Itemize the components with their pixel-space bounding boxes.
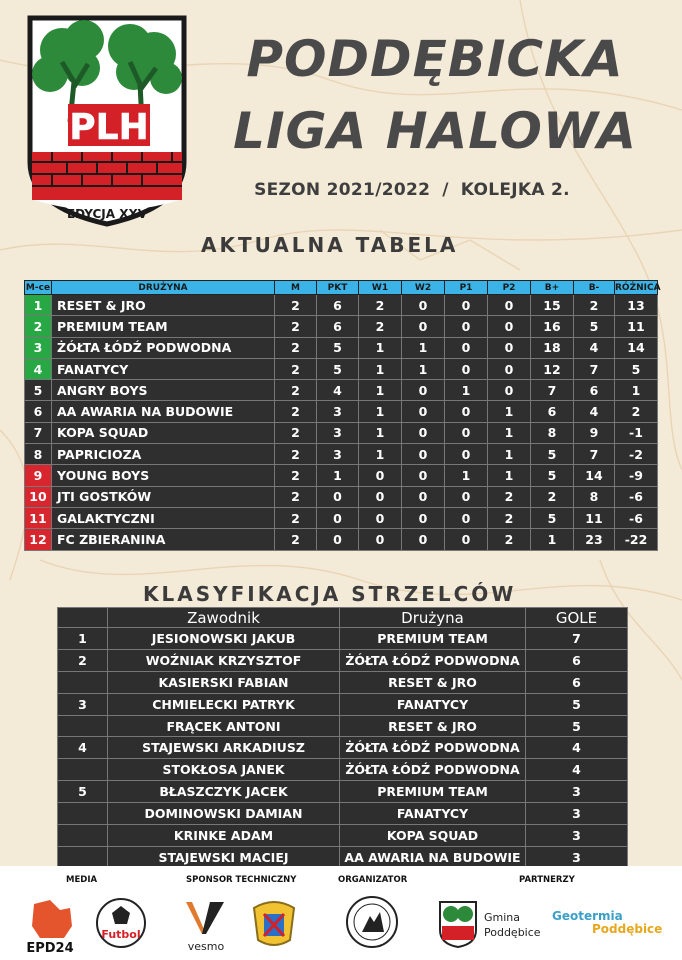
scorer-goals-cell: 3 (526, 846, 628, 868)
table-row (58, 803, 628, 825)
stat-cell-p1: 0 (445, 316, 488, 337)
stat-cell-w1: 1 (359, 422, 402, 443)
team-cell: YOUNG BOYS (52, 465, 275, 486)
col-header: B- (574, 281, 615, 295)
stat-cell-diff: 13 (615, 295, 658, 316)
stat-cell-w2: 1 (402, 358, 445, 379)
scorer-goals-cell: 3 (526, 781, 628, 803)
vesmo-logo[interactable] (180, 898, 232, 956)
stat-cell-p2: 1 (488, 444, 531, 465)
team-cell: ANGRY BOYS (52, 380, 275, 401)
sponsors-strip (0, 866, 682, 960)
stat-cell-w1: 0 (359, 529, 402, 550)
col-header: DRUŻYNA (52, 281, 275, 295)
table-row (58, 649, 628, 671)
stat-cell-diff: -1 (615, 422, 658, 443)
position-cell: 6 (25, 401, 52, 422)
team-cell: ŻÓŁTA ŁÓDŹ PODWODNA (52, 337, 275, 358)
stat-cell-bp: 16 (531, 316, 574, 337)
stat-cell-bm: 2 (574, 295, 615, 316)
table-row (25, 529, 658, 550)
stat-cell-w1: 1 (359, 358, 402, 379)
scorer-rank-cell: 3 (58, 693, 108, 715)
stat-cell-diff: -22 (615, 529, 658, 550)
stat-cell-bm: 4 (574, 401, 615, 422)
stat-cell-bp: 5 (531, 465, 574, 486)
table-row (58, 628, 628, 650)
stat-cell-w1: 1 (359, 444, 402, 465)
stat-cell-m: 2 (275, 422, 317, 443)
stat-cell-pkt: 0 (317, 486, 359, 507)
stat-cell-pkt: 3 (317, 444, 359, 465)
stat-cell-bp: 18 (531, 337, 574, 358)
stat-cell-p2: 0 (488, 316, 531, 337)
position-cell: 4 (25, 358, 52, 379)
col-header: Zawodnik (108, 608, 340, 628)
position-cell: 1 (25, 295, 52, 316)
stat-cell-diff: 2 (615, 401, 658, 422)
stat-cell-pkt: 0 (317, 529, 359, 550)
table-row (58, 737, 628, 759)
stat-cell-diff: 14 (615, 337, 658, 358)
stat-cell-pkt: 6 (317, 316, 359, 337)
scorer-player-cell: STOKŁOSA JANEK (108, 759, 340, 781)
futbol-logo[interactable] (94, 896, 148, 950)
gmina-line2: Poddębice (484, 926, 541, 939)
stat-cell-w1: 0 (359, 486, 402, 507)
stat-cell-diff: -9 (615, 465, 658, 486)
scorer-player-cell: CHMIELECKI PATRYK (108, 693, 340, 715)
stat-cell-p2: 2 (488, 529, 531, 550)
stat-cell-bm: 14 (574, 465, 615, 486)
stat-cell-p2: 2 (488, 486, 531, 507)
stat-cell-p1: 1 (445, 465, 488, 486)
page-title-line2: LIGA HALOWA (233, 102, 637, 160)
scorer-player-cell: KASIERSKI FABIAN (108, 671, 340, 693)
stat-cell-pkt: 0 (317, 507, 359, 528)
stat-cell-p2: 2 (488, 507, 531, 528)
scorer-player-cell: STAJEWSKI MACIEJ (108, 846, 340, 868)
stat-cell-pkt: 5 (317, 358, 359, 379)
stat-cell-p1: 0 (445, 444, 488, 465)
position-cell: 7 (25, 422, 52, 443)
scorer-rank-cell (58, 803, 108, 825)
stat-cell-p1: 0 (445, 422, 488, 443)
scorer-team-cell: ŻÓŁTA ŁÓDŹ PODWODNA (340, 759, 526, 781)
stat-cell-p1: 1 (445, 380, 488, 401)
stat-cell-m: 2 (275, 486, 317, 507)
gmina-line1: Gmina (484, 911, 521, 924)
table-row (25, 358, 658, 379)
stat-cell-pkt: 5 (317, 337, 359, 358)
crest-edition: EDYCJA XXV (66, 207, 148, 221)
stat-cell-p1: 0 (445, 507, 488, 528)
col-header: P1 (445, 281, 488, 295)
stat-cell-diff: 1 (615, 380, 658, 401)
scorer-goals-cell: 5 (526, 715, 628, 737)
position-cell: 2 (25, 316, 52, 337)
scorer-team-cell: ŻÓŁTA ŁÓDŹ PODWODNA (340, 737, 526, 759)
scorer-rank-cell: 4 (58, 737, 108, 759)
position-cell: 8 (25, 444, 52, 465)
table-row (58, 715, 628, 737)
stat-cell-p2: 1 (488, 465, 531, 486)
stat-cell-pkt: 6 (317, 295, 359, 316)
scorer-team-cell: PREMIUM TEAM (340, 781, 526, 803)
scorers-heading-text: KLASYFIKACJA STRZELCÓW (143, 582, 517, 606)
stat-cell-bm: 8 (574, 486, 615, 507)
season-info (212, 180, 612, 200)
stat-cell-w2: 0 (402, 529, 445, 550)
scorer-team-cell: RESET & JRO (340, 715, 526, 737)
scorer-team-cell: RESET & JRO (340, 671, 526, 693)
scorer-rank-cell (58, 759, 108, 781)
scorer-player-cell: WOŹNIAK KRZYSZTOF (108, 649, 340, 671)
stat-cell-diff: -6 (615, 486, 658, 507)
table-row (25, 444, 658, 465)
scorer-team-cell: KOPA SQUAD (340, 825, 526, 847)
stat-cell-p1: 0 (445, 486, 488, 507)
stat-cell-w1: 1 (359, 401, 402, 422)
table-row (25, 295, 658, 316)
gmina-text (484, 910, 541, 940)
organizer-label: ORGANIZATOR (338, 875, 408, 885)
standings-heading (201, 233, 458, 257)
scorer-goals-cell: 4 (526, 737, 628, 759)
stat-cell-diff: 5 (615, 358, 658, 379)
media-label: MEDIA (66, 875, 98, 885)
table-row (58, 846, 628, 868)
scorer-rank-cell (58, 671, 108, 693)
partners-label: PARTNERZY (519, 875, 575, 885)
stat-cell-w1: 2 (359, 295, 402, 316)
col-header: M (275, 281, 317, 295)
col-header: RÓŻNICA (615, 282, 661, 293)
stat-cell-p1: 0 (445, 529, 488, 550)
team-cell: FC ZBIERANINA (52, 529, 275, 550)
scorer-team-cell: ŻÓŁTA ŁÓDŹ PODWODNA (340, 649, 526, 671)
stat-cell-w1: 1 (359, 380, 402, 401)
team-cell: PREMIUM TEAM (52, 316, 275, 337)
stat-cell-bm: 23 (574, 529, 615, 550)
scorers-header-row (58, 608, 628, 628)
stat-cell-w1: 0 (359, 507, 402, 528)
league-crest-logo (22, 12, 192, 232)
table-row (25, 422, 658, 443)
stat-cell-m: 2 (275, 295, 317, 316)
stat-cell-pkt: 3 (317, 401, 359, 422)
col-header (58, 608, 108, 628)
position-cell: 11 (25, 507, 52, 528)
stat-cell-m: 2 (275, 465, 317, 486)
vesmo-text: vesmo (187, 940, 225, 953)
scorer-player-cell: DOMINOWSKI DAMIAN (108, 803, 340, 825)
table-row (25, 337, 658, 358)
season-separator: / (442, 180, 449, 200)
stat-cell-p2: 0 (488, 295, 531, 316)
scorer-rank-cell: 2 (58, 649, 108, 671)
table-row (58, 671, 628, 693)
scorer-team-cell: AA AWARIA NA BUDOWIE (340, 846, 526, 868)
standings-header-row (25, 281, 658, 295)
stat-cell-p1: 0 (445, 337, 488, 358)
stat-cell-bm: 6 (574, 380, 615, 401)
stat-cell-p2: 0 (488, 380, 531, 401)
table-row (25, 401, 658, 422)
scorer-player-cell: STAJEWSKI ARKADIUSZ (108, 737, 340, 759)
col-header: PKT (317, 281, 359, 295)
table-row (25, 486, 658, 507)
col-header: GOLE (526, 608, 628, 628)
table-row (25, 465, 658, 486)
stat-cell-m: 2 (275, 444, 317, 465)
stat-cell-diff: -2 (615, 444, 658, 465)
stat-cell-w2: 0 (402, 465, 445, 486)
stat-cell-p1: 0 (445, 295, 488, 316)
scorer-rank-cell: 5 (58, 781, 108, 803)
col-header: W1 (359, 281, 402, 295)
col-header: B+ (531, 281, 574, 295)
stat-cell-bm: 9 (574, 422, 615, 443)
organizer-logo[interactable] (344, 894, 400, 950)
team-cell: RESET & JRO (52, 295, 275, 316)
scorer-goals-cell: 7 (526, 628, 628, 650)
geotermia-line2: Poddębice (592, 922, 663, 936)
stat-cell-w2: 0 (402, 295, 445, 316)
col-header: Drużyna (340, 608, 526, 628)
geotermia-logo[interactable] (552, 910, 662, 936)
stat-cell-bm: 7 (574, 358, 615, 379)
tech-sponsor-label: SPONSOR TECHNICZNY (186, 875, 297, 885)
team-cell: AA AWARIA NA BUDOWIE (52, 401, 275, 422)
team-cell: PAPRICIOZA (52, 444, 275, 465)
position-cell: 5 (25, 380, 52, 401)
scorer-rank-cell (58, 846, 108, 868)
stat-cell-bp: 12 (531, 358, 574, 379)
stat-cell-p1: 0 (445, 358, 488, 379)
stat-cell-m: 2 (275, 380, 317, 401)
scorer-goals-cell: 3 (526, 803, 628, 825)
stat-cell-bm: 7 (574, 444, 615, 465)
scorer-team-cell: PREMIUM TEAM (340, 628, 526, 650)
stat-cell-bm: 4 (574, 337, 615, 358)
stat-cell-p2: 1 (488, 401, 531, 422)
position-cell: 12 (25, 529, 52, 550)
scorer-goals-cell: 3 (526, 825, 628, 847)
crest-letters: PLH (69, 107, 149, 148)
stat-cell-p1: 0 (445, 401, 488, 422)
stat-cell-w2: 1 (402, 337, 445, 358)
stat-cell-bm: 11 (574, 507, 615, 528)
scorer-goals-cell: 6 (526, 649, 628, 671)
stat-cell-pkt: 4 (317, 380, 359, 401)
stat-cell-bp: 5 (531, 507, 574, 528)
scorers-heading (143, 582, 516, 606)
epd24-text: EPD24 (26, 941, 74, 956)
table-row (58, 693, 628, 715)
stat-cell-bp: 2 (531, 486, 574, 507)
scorers-table (57, 607, 628, 869)
table-row (25, 316, 658, 337)
stat-cell-m: 2 (275, 401, 317, 422)
standings-heading-text: AKTUALNA TABELA (201, 233, 459, 257)
scorer-goals-cell: 4 (526, 759, 628, 781)
stat-cell-m: 2 (275, 316, 317, 337)
position-cell: 9 (25, 465, 52, 486)
stat-cell-pkt: 1 (317, 465, 359, 486)
stat-cell-bp: 8 (531, 422, 574, 443)
stat-cell-pkt: 3 (317, 422, 359, 443)
team-cell: FANATYCY (52, 358, 275, 379)
scorer-goals-cell: 6 (526, 671, 628, 693)
stat-cell-bp: 1 (531, 529, 574, 550)
col-header: P2 (488, 281, 531, 295)
stat-cell-w1: 0 (359, 465, 402, 486)
scorer-team-cell: FANATYCY (340, 803, 526, 825)
table-row (25, 380, 658, 401)
position-cell: 10 (25, 486, 52, 507)
stat-cell-w1: 2 (359, 316, 402, 337)
position-cell: 3 (25, 337, 52, 358)
stat-cell-w2: 0 (402, 401, 445, 422)
stat-cell-m: 2 (275, 358, 317, 379)
stat-cell-w2: 0 (402, 507, 445, 528)
stat-cell-diff: 11 (615, 316, 658, 337)
gmina-crest-icon[interactable] (438, 900, 478, 948)
table-row (25, 507, 658, 528)
tech-sponsor-emblem-icon[interactable] (246, 896, 302, 952)
geotermia-line1: Geotermia (552, 909, 623, 923)
stat-cell-w2: 0 (402, 422, 445, 443)
stat-cell-w2: 0 (402, 316, 445, 337)
stat-cell-bp: 15 (531, 295, 574, 316)
stat-cell-diff: -6 (615, 507, 658, 528)
stat-cell-m: 2 (275, 529, 317, 550)
team-cell: KOPA SQUAD (52, 422, 275, 443)
stat-cell-w2: 0 (402, 380, 445, 401)
team-cell: GALAKTYCZNI (52, 507, 275, 528)
scorer-rank-cell: 1 (58, 628, 108, 650)
page-title-line1: PODDĘBICKA (246, 30, 624, 88)
scorer-rank-cell (58, 715, 108, 737)
scorer-player-cell: FRĄCEK ANTONI (108, 715, 340, 737)
stat-cell-bp: 7 (531, 380, 574, 401)
table-row (58, 781, 628, 803)
scorer-player-cell: JESIONOWSKI JAKUB (108, 628, 340, 650)
round-label: KOLEJKA 2. (460, 180, 570, 200)
stat-cell-p2: 1 (488, 422, 531, 443)
scorer-goals-cell: 5 (526, 693, 628, 715)
stat-cell-bp: 5 (531, 444, 574, 465)
futbol-text: Futbol (101, 928, 141, 941)
stat-cell-m: 2 (275, 507, 317, 528)
stat-cell-w2: 0 (402, 486, 445, 507)
season-label: SEZON 2021/2022 (254, 180, 431, 200)
stat-cell-bp: 6 (531, 401, 574, 422)
scorer-rank-cell (58, 825, 108, 847)
scorer-player-cell: KRINKE ADAM (108, 825, 340, 847)
epd24-logo[interactable] (20, 896, 80, 956)
col-header: W2 (402, 281, 445, 295)
stat-cell-p2: 0 (488, 358, 531, 379)
table-row (58, 759, 628, 781)
stat-cell-w2: 0 (402, 444, 445, 465)
stat-cell-p2: 0 (488, 337, 531, 358)
table-row (58, 825, 628, 847)
col-header: M-ce (25, 282, 51, 293)
scorer-player-cell: BŁASZCZYK JACEK (108, 781, 340, 803)
stat-cell-m: 2 (275, 337, 317, 358)
standings-table (24, 280, 661, 551)
scorer-team-cell: FANATYCY (340, 693, 526, 715)
team-cell: JTI GOSTKÓW (52, 486, 275, 507)
stat-cell-bm: 5 (574, 316, 615, 337)
stat-cell-w1: 1 (359, 337, 402, 358)
